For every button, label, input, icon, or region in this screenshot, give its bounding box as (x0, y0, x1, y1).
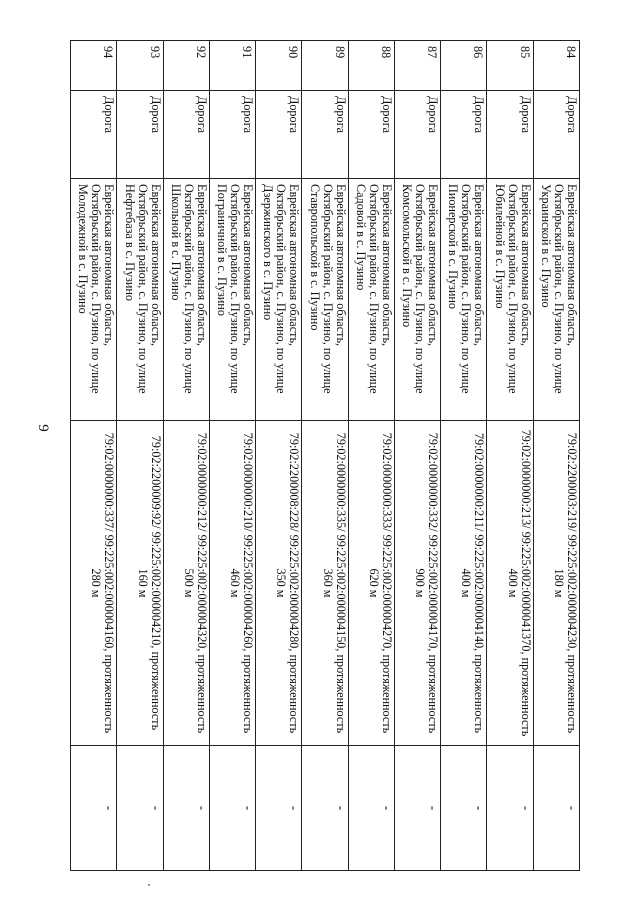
table-row (441, 41, 487, 871)
cadastral-number: 79:02:0000000:337/ 99:225:002:000004160, протяженность 280 м (71, 421, 117, 746)
row-number: 93 (117, 41, 163, 91)
row-number: 85 (487, 41, 533, 91)
extra-cell: - (209, 746, 255, 871)
scan-speck (148, 884, 150, 886)
cadastral-number: 79:02:0000000:212/ 99:225:002:000004320, протяженность 500 м (163, 421, 209, 746)
object-address: Еврейская автономная область, Октябрьский район, с. Пузино, по улице Школьной в с. Пузино (163, 179, 209, 421)
extra-cell: - (394, 746, 440, 871)
row-number: 84 (533, 41, 579, 91)
page-number: 9 (35, 424, 51, 432)
object-type: Дорога (487, 91, 533, 179)
extra-cell: - (302, 746, 348, 871)
row-number: 90 (256, 41, 302, 91)
object-address: Еврейская автономная область, Октябрьский район, с. Пузино, по улице Юбилейной в с. Пузино (487, 179, 533, 421)
row-number: 88 (348, 41, 394, 91)
cadastral-number: 79:02:0000000:211/ 99:225:002:000004140, протяженность 400 м (441, 421, 487, 746)
row-number: 86 (441, 41, 487, 91)
property-table (70, 40, 580, 871)
object-type: Дорога (533, 91, 579, 179)
extra-cell: - (441, 746, 487, 871)
cadastral-number: 79:02:0000000:332/ 99:225:002:000004170, протяженность 900 м (394, 421, 440, 746)
extra-cell: - (71, 746, 117, 871)
row-number: 94 (71, 41, 117, 91)
cadastral-number: 79:02:0000000:210/ 99:225:002:000004260, протяженность 460 м (209, 421, 255, 746)
table-row (256, 41, 302, 871)
cadastral-number: 79:02:2200008:228/ 99:225:002:000004280, протяженность 350 м (256, 421, 302, 746)
object-type: Дорога (209, 91, 255, 179)
table-row (209, 41, 255, 871)
extra-cell: - (117, 746, 163, 871)
object-address: Еврейская автономная область, Октябрьский район, с. Пузино, по улице Дзержинского в с. Пузино (256, 179, 302, 421)
extra-cell: - (487, 746, 533, 871)
extra-cell: - (163, 746, 209, 871)
extra-cell: - (256, 746, 302, 871)
cadastral-number: 79:02:0000000:335/ 99:225:002:000004150, протяженность 360 м (302, 421, 348, 746)
object-address: Еврейская автономная область, Октябрьский район, с. Пузино, по улице Украинской в с. Пузино (533, 179, 579, 421)
table-row (163, 41, 209, 871)
object-address: Еврейская автономная область, Октябрьский район, с. Пузино, по улице Пионерской в с. Пузино (441, 179, 487, 421)
object-address: Еврейская автономная область, Октябрьский район, с. Пузино, по улице Пограничной в с. Пузино (209, 179, 255, 421)
cadastral-number: 79:02:0000000:333/ 99:225:002:000004270, протяженность 620 м (348, 421, 394, 746)
object-type: Дорога (256, 91, 302, 179)
cadastral-number: 79:02:0000000:213/ 99:225:002:0000041370, протяженность 400 м (487, 421, 533, 746)
table-row (348, 41, 394, 871)
cadastral-number: 79:02:2200009:92/ 99:225:002:000004210, протяженность 160 м (117, 421, 163, 746)
object-address: Еврейская автономная область, Октябрьский район, с. Пузино, по улице Нефтебаза в с. Пузино (117, 179, 163, 421)
object-type: Дорога (441, 91, 487, 179)
object-address: Еврейская автономная область, Октябрьский район, с. Пузино, по улице Ставропольской в с. Пузино (302, 179, 348, 421)
cadastral-number: 79:02:2200003:219/ 99:225:002:000004230, протяженность 180 м (533, 421, 579, 746)
object-type: Дорога (302, 91, 348, 179)
object-type: Дорога (348, 91, 394, 179)
object-type: Дорога (117, 91, 163, 179)
object-type: Дорога (394, 91, 440, 179)
object-type: Дорога (71, 91, 117, 179)
table-row (394, 41, 440, 871)
table-row (117, 41, 163, 871)
object-address: Еврейская автономная область, Октябрьский район, с. Пузино, по улице Садовой в с. Пузино (348, 179, 394, 421)
extra-cell: - (348, 746, 394, 871)
object-address: Еврейская автономная область, Октябрьский район, с. Пузино, по улице Комсомольской в с. Пузино (394, 179, 440, 421)
row-number: 91 (209, 41, 255, 91)
extra-cell: - (533, 746, 579, 871)
row-number: 87 (394, 41, 440, 91)
table-row (487, 41, 533, 871)
table-row (533, 41, 579, 871)
table-row (302, 41, 348, 871)
row-number: 89 (302, 41, 348, 91)
object-address: Еврейская автономная область, Октябрьский район, с. Пузино, по улице Молодежной в с. Пузино (71, 179, 117, 421)
table-row (71, 41, 117, 871)
object-type: Дорога (163, 91, 209, 179)
row-number: 92 (163, 41, 209, 91)
rotated-table-container (70, 40, 580, 870)
